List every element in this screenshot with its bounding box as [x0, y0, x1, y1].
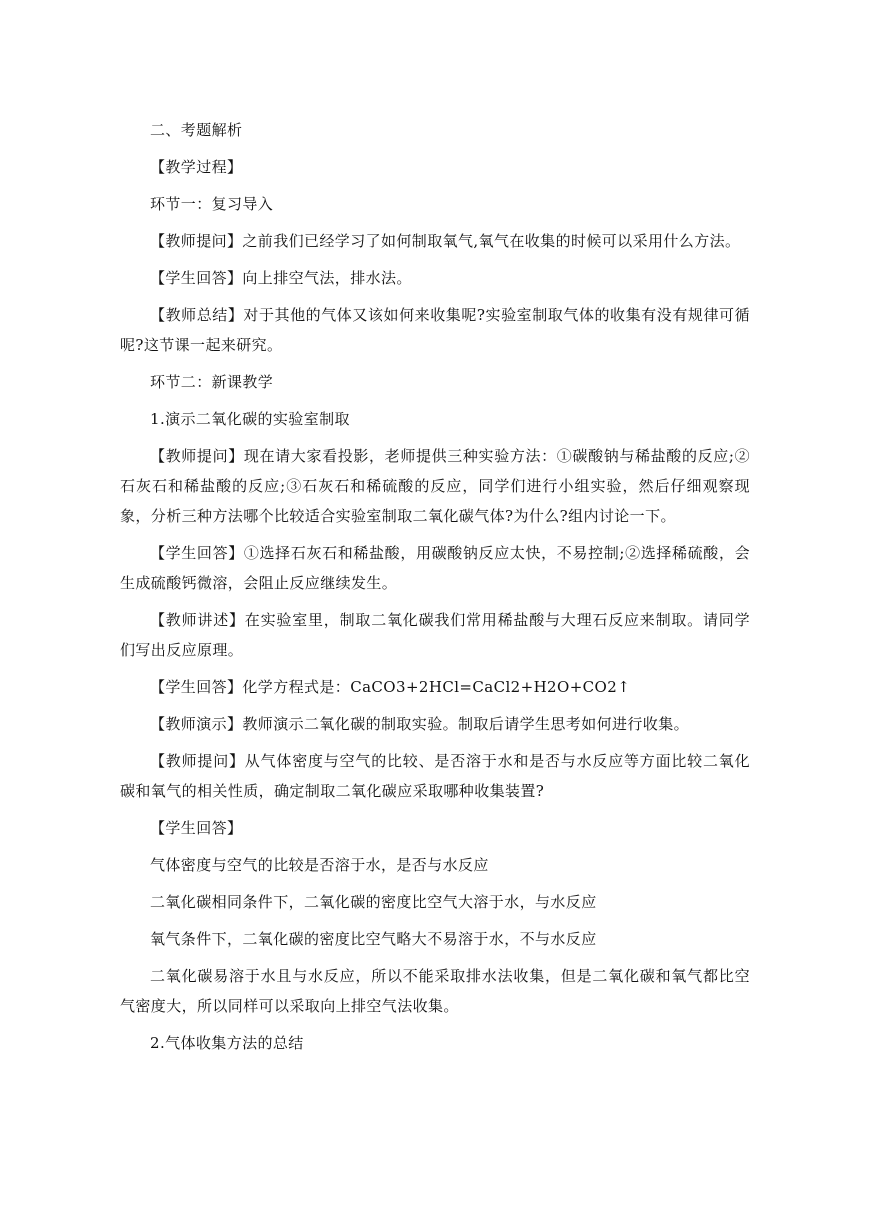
teacher-question-3: 【教师提问】从气体密度与空气的比较、是否溶于水和是否与水反应等方面比较二氧化碳和氧气的相关性质，确定制取二氧化碳应采取哪种收集装置? — [120, 752, 750, 800]
stage-one-heading: 环节一：复习导入 — [150, 195, 274, 213]
stage-two-heading: 环节二：新课教学 — [150, 373, 274, 391]
teacher-demonstration: 【教师演示】教师演示二氧化碳的制取实验。制取后请学生思考如何进行收集。 — [150, 715, 690, 733]
document-body — [120, 115, 750, 1065]
teacher-question-1: 【教师提问】之前我们已经学习了如何制取氧气,氧气在收集的时候可以采用什么方法。 — [150, 232, 741, 250]
section-heading: 二、考题解析 — [150, 121, 243, 139]
subsection-1-heading: 1.演示二氧化碳的实验室制取 — [150, 410, 350, 428]
teacher-question-2: 【教师提问】现在请大家看投影，老师提供三种实验方法：①碳酸钠与稀盐酸的反应;②石灰石和稀盐酸的反应;③石灰石和稀硫酸的反应，同学们进行小组实验，然后仔细观察现象，分析三种方法哪个比较适合实验室制取二氧化碳气体?为什么?组内讨论一下。 — [120, 447, 750, 525]
subsection-2-heading: 2.气体收集方法的总结 — [150, 1034, 304, 1052]
teacher-narration: 【教师讲述】在实验室里，制取二氧化碳我们常用稀盐酸与大理石反应来制取。请同学们写出反应原理。 — [120, 611, 750, 659]
teaching-process-heading: 【教学过程】 — [150, 158, 243, 176]
student-answer-equation: 【学生回答】化学方程式是：CaCO3+2HCl=CaCl2+H2O+CO2↑ — [150, 678, 631, 696]
comparison-line-2: 二氧化碳相同条件下，二氧化碳的密度比空气大溶于水，与水反应 — [150, 893, 597, 911]
comparison-line-3: 氧气条件下，二氧化碳的密度比空气略大不易溶于水，不与水反应 — [150, 930, 597, 948]
student-answer-2: 【学生回答】①选择石灰石和稀盐酸，用碳酸钠反应太快，不易控制;②选择稀硫酸，会生成硫酸钙微溶，会阻止反应继续发生。 — [120, 544, 750, 592]
teacher-summary: 【教师总结】对于其他的气体又该如何来收集呢?实验室制取气体的收集有没有规律可循呢?这节课一起来研究。 — [120, 306, 750, 354]
comparison-line-1: 气体密度与空气的比较是否溶于水，是否与水反应 — [150, 856, 489, 874]
student-answer-1: 【学生回答】向上排空气法，排水法。 — [150, 269, 412, 287]
conclusion-paragraph: 二氧化碳易溶于水且与水反应，所以不能采取排水法收集，但是二氧化碳和氧气都比空气密度大，所以同样可以采取向上排空气法收集。 — [120, 967, 750, 1015]
student-answer-heading: 【学生回答】 — [150, 819, 243, 837]
